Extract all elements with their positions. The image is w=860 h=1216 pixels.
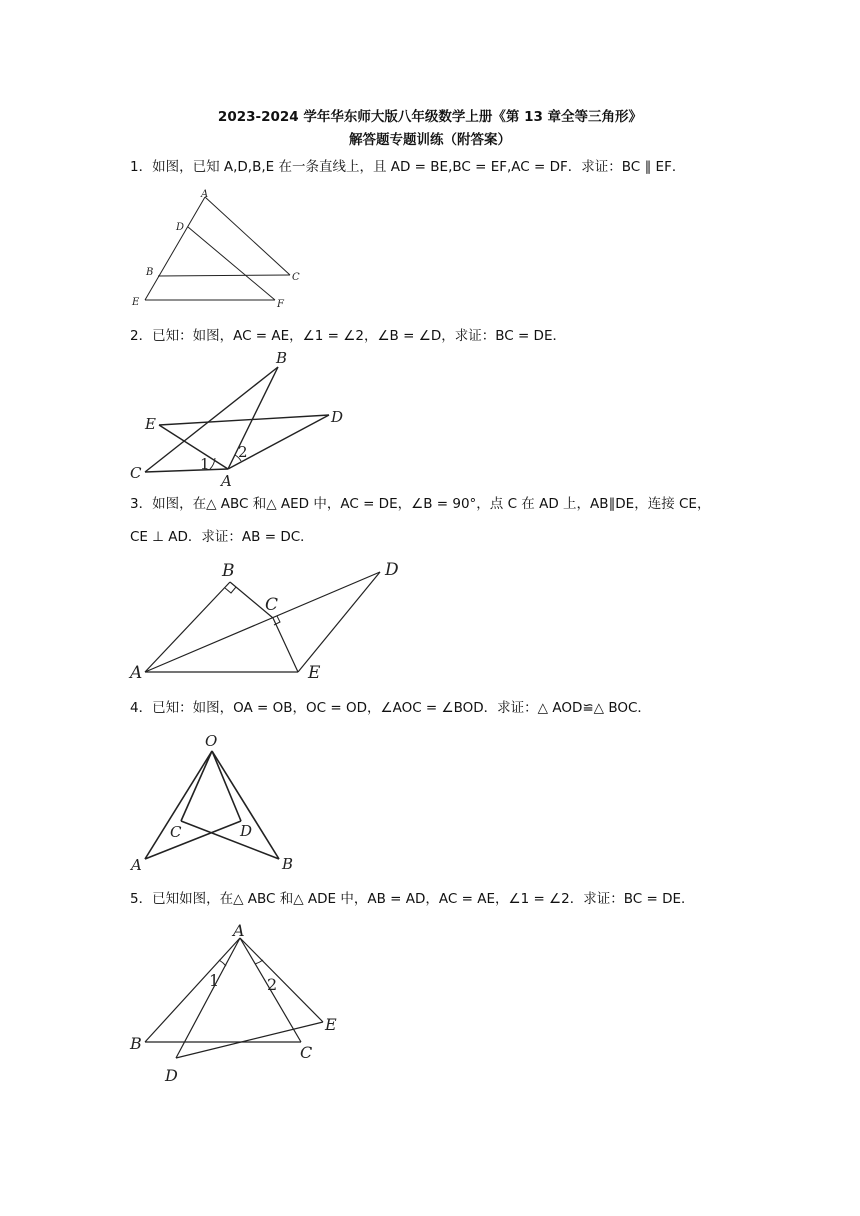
fig5-angle-2: 2 (267, 975, 278, 994)
fig5-label-E: E (325, 1015, 337, 1034)
fig1-label-E: E (132, 297, 140, 308)
fig4-label-O: O (205, 732, 218, 750)
fig4-label-C: C (170, 823, 182, 841)
figure-3 (125, 555, 415, 685)
fig4-label-D: D (240, 822, 253, 840)
problem-2-number: 2． (130, 328, 153, 344)
problem-5-number: 5． (130, 891, 153, 907)
fig3-label-D: D (385, 560, 399, 580)
fig1-label-C: C (292, 272, 300, 283)
figure-5 (125, 918, 365, 1088)
fig2-angle-1: 1 (200, 455, 210, 473)
problem-3-text-2: CE ⊥ AD．求证：AB = DC． (130, 529, 314, 545)
fig1-label-F: F (277, 299, 284, 310)
document-subtitle: 解答题专题训练（附答案） (349, 132, 511, 148)
document-title: 2023-2024 学年华东师大版八年级数学上册《第 13 章全等三角形》 (217, 109, 643, 125)
problem-1 (130, 158, 730, 176)
fig5-label-D: D (165, 1066, 178, 1085)
fig2-angle-2: 2 (238, 443, 248, 461)
fig5-label-C: C (300, 1043, 313, 1062)
problem-3-text-1: 如图，在△ ABC 和△ AED 中，AC = DE，∠B = 90°，点 C 在 AD 上，AB∥DE，连接 CE， (152, 496, 711, 512)
fig2-label-A: A (221, 472, 232, 490)
fig2-label-D: D (331, 408, 344, 426)
fig5-label-B: B (130, 1034, 142, 1053)
problem-2 (130, 327, 730, 345)
problem-3-number: 3． (130, 496, 153, 512)
fig1-label-A: A (201, 189, 209, 200)
problem-5 (130, 890, 730, 908)
problem-4-text: 已知：如图，OA = OB，OC = OD，∠AOC = ∠BOD．求证：△ AOD≌△ BOC． (152, 700, 651, 716)
fig2-label-B: B (276, 349, 288, 367)
fig5-angle-1: 1 (209, 971, 220, 990)
problem-1-number: 1． (130, 159, 153, 175)
fig1-label-D: D (176, 222, 185, 233)
problem-4-number: 4． (130, 700, 153, 716)
problem-5-text: 已知如图，在△ ABC 和△ ADE 中，AB = AD，AC = AE，∠1 = ∠2．求证：BC = DE． (152, 891, 695, 907)
problem-4 (130, 699, 730, 717)
figure-4 (125, 728, 305, 878)
fig3-label-B: B (222, 561, 235, 581)
fig4-label-B: B (282, 855, 294, 873)
figure-1 (130, 185, 320, 315)
problem-3-line-2 (130, 528, 730, 546)
problem-2-text: 已知：如图，AC = AE，∠1 = ∠2，∠B = ∠D，求证：BC = DE． (152, 328, 566, 344)
fig3-label-A: A (130, 663, 143, 683)
problem-3-line-1 (130, 495, 730, 513)
fig2-label-C: C (130, 464, 142, 482)
fig3-label-E: E (308, 663, 321, 683)
fig2-label-E: E (145, 415, 156, 433)
fig3-label-C: C (265, 595, 279, 615)
fig1-label-B: B (146, 267, 154, 278)
fig5-label-A: A (233, 921, 245, 940)
problem-1-text: 如图，已知 A,D,B,E 在一条直线上，且 AD = BE,BC = EF,AC = DF．求证：BC ∥ EF． (152, 159, 686, 175)
fig4-label-A: A (131, 856, 142, 874)
figure-2 (125, 345, 365, 490)
